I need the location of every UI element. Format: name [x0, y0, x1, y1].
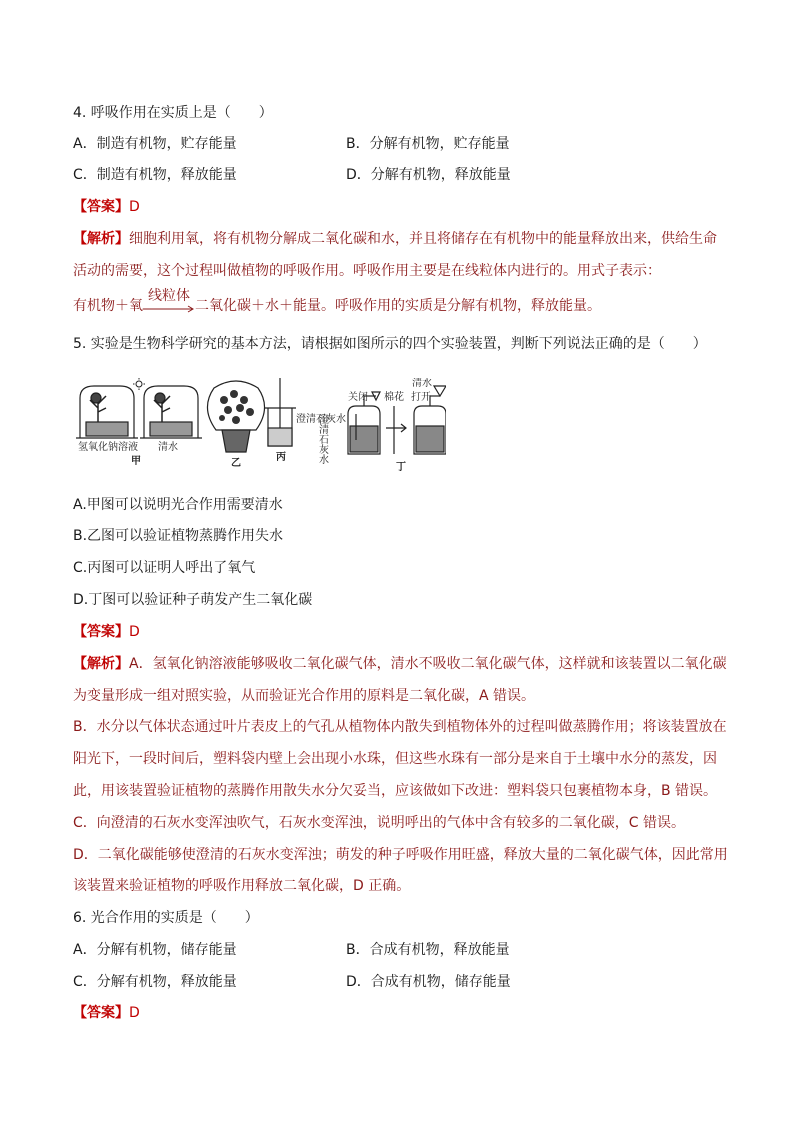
formula-right: 二氧化碳＋水＋能量: [195, 298, 321, 314]
q6-answer: [73, 1003, 140, 1023]
q5-analysis-line6: C．向澄清的石灰水变浑浊吹气，石灰水变浑浊，说明呼出的气体中含有较多的二氧化碳，C 错误。: [73, 815, 685, 831]
analysis-tag: 【解析】: [73, 656, 129, 672]
answer-value: D: [129, 1005, 140, 1021]
label-close: 关闭: [348, 392, 368, 403]
q6-option-b: B．合成有机物，释放能量: [346, 942, 510, 958]
q5-analysis-line1: [73, 654, 727, 674]
formula-over-label: 线粒体: [148, 288, 190, 304]
q5-analysis-line3: B．水分以气体状态通过叶片表皮上的气孔从植物体内散失到植物体外的过程叫做蒸腾作用；将该装置放在: [73, 719, 727, 735]
q5-analysis-line5: 此，用该装置验证植物的蒸腾作用散失水分欠妥当，应该做如下改进：塑料袋只包裹植物本身，B 错误。: [73, 783, 718, 799]
answer-tag: 【答案】: [73, 624, 129, 640]
q5-option-b: B.乙图可以验证植物蒸腾作用失水: [73, 528, 284, 544]
q4-option-c: C．制造有机物，释放能量: [73, 167, 237, 183]
label-open: 打开: [411, 392, 431, 403]
q4-option-d: D．分解有机物，释放能量: [346, 167, 511, 183]
analysis-text: 细胞利用氧，将有机物分解成二氧化碳和水，并且将储存在有机物中的能量释放出来，供给生命: [129, 231, 717, 247]
answer-tag: 【答案】: [73, 199, 129, 215]
analysis-tag: 【解析】: [73, 231, 129, 247]
figure-yi: [207, 381, 264, 452]
q6-stem: 6. 光合作用的实质是（ ）: [73, 910, 259, 926]
label-water: 清水: [158, 442, 178, 453]
q5-analysis-line2: 为变量形成一组对照实验，从而验证光合作用的原料是二氧化碳，A 错误。: [73, 688, 536, 704]
q5-stem: 5. 实验是生物科学研究的基本方法，请根据如图所示的四个实验装置，判断下列说法正确的是（ ）: [73, 336, 707, 352]
label-cotton: 棉花: [384, 392, 404, 403]
q4-option-a: A．制造有机物，贮存能量: [73, 136, 237, 152]
answer-tag: 【答案】: [73, 1005, 129, 1021]
q4-stem: 4. 呼吸作用在实质上是（ ）: [73, 105, 273, 121]
answer-value: D: [129, 199, 140, 215]
label-clearwater: 清水: [412, 378, 432, 389]
q5-analysis-line4: 阳光下，一段时间后，塑料袋内壁上会出现小水珠，但这些水珠有一部分是来自于土壤中水分的蒸发，因: [73, 751, 717, 767]
q6-option-a: A．分解有机物，储存能量: [73, 942, 237, 958]
q5-option-d: D.丁图可以验证种子萌发产生二氧化碳: [73, 592, 313, 608]
formula-arrow: [143, 288, 195, 316]
label-naoh: 氢氧化钠溶液: [78, 442, 138, 453]
label-ding: 丁: [396, 462, 406, 473]
q4-analysis-line1: [73, 229, 717, 249]
sun-icon: [133, 378, 145, 390]
q6-option-c: C．分解有机物，释放能量: [73, 974, 237, 990]
q4-option-b: B．分解有机物，贮存能量: [346, 136, 510, 152]
formula-left: 有机物＋氧: [73, 298, 143, 314]
label-bing: 丙: [276, 452, 286, 463]
answer-value: D: [129, 624, 140, 640]
label-limewater: 澄清石灰水: [296, 414, 346, 425]
q6-option-d: D．合成有机物，储存能量: [346, 974, 511, 990]
q5-analysis-line7: D．二氧化碳能够使澄清的石灰水变浑浊；萌发的种子呼吸作用旺盛，释放大量的二氧化碳气体，因此常用: [73, 847, 728, 863]
q4-analysis-line2: 活动的需要，这个过程叫做植物的呼吸作用。呼吸作用主要是在线粒体内进行的。用式子表示：: [73, 263, 661, 279]
label-lime-side: 澄清石灰水: [316, 414, 328, 464]
label-yi: 乙: [231, 458, 241, 469]
q4-answer: [73, 197, 140, 217]
analysis-text: A．氢氧化钠溶液能够吸收二氧化碳气体，清水不吸收二氧化碳气体，这样就和该装置以二氧化碳: [129, 656, 727, 672]
label-jia: 甲: [131, 456, 141, 467]
q5-option-a: A.甲图可以说明光合作用需要清水: [73, 497, 283, 513]
figure-bing: [264, 378, 296, 446]
q5-option-c: C.丙图可以证明人呼出了氧气: [73, 560, 256, 576]
figure-jia: [76, 386, 202, 438]
formula-tail: 。呼吸作用的实质是分解有机物，释放能量。: [321, 298, 601, 314]
q4-formula: [73, 288, 601, 316]
q5-analysis-line8: 该装置来验证植物的呼吸作用释放二氧化碳，D 正确。: [73, 878, 411, 894]
experiment-figure: [76, 378, 446, 476]
q5-answer: [73, 622, 140, 642]
